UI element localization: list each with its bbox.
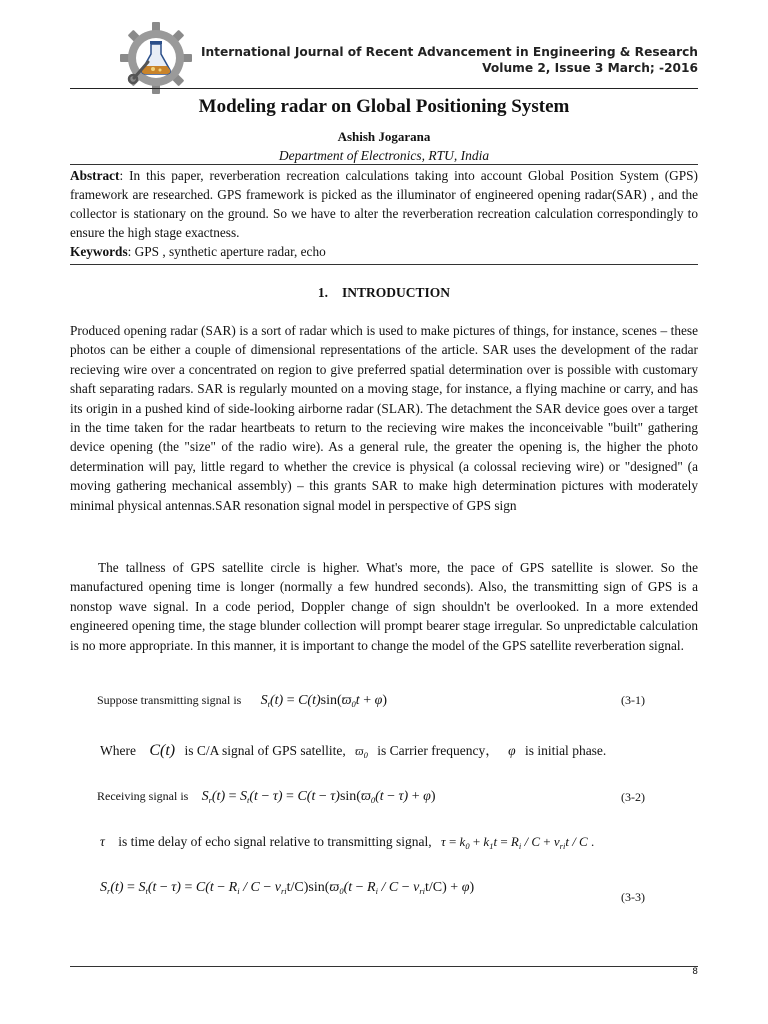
- abstract-label: Abstract: [70, 168, 120, 183]
- equation-3-2-number: (3-2): [621, 790, 645, 804]
- author-name: Ashish Jogarana: [337, 129, 431, 144]
- equation-3-1-number: (3-1): [621, 693, 645, 707]
- keywords: [70, 244, 698, 260]
- journal-name: International Journal of Recent Advancement in Engineering & Research: [200, 45, 698, 59]
- author-affiliation: Department of Electronics, RTU, India: [278, 148, 490, 163]
- equation-3-1-label: Suppose transmitting signal is: [97, 693, 242, 707]
- keywords-label: Keywords: [70, 244, 128, 259]
- where-phi-text: is initial phase.: [524, 743, 607, 758]
- page-number: 8: [692, 967, 698, 977]
- equation-3-3-formula: $S_r(t) = S_t(t - \tau) = C(t - R_i / C - v_{ri}t/C)\sin(ϖ_0(t - R_i / C - v_{ri}t/C) + \varphi)$: [100, 880, 475, 896]
- where-c-text: is C/A signal of GPS satellite,: [184, 743, 346, 758]
- equation-3-1-formula: $S_t(t) = C(t)\sin(ϖ_0t + \varphi)$: [260, 693, 388, 709]
- equation-3-3: [100, 879, 474, 896]
- equation-3-2-label: Receiving signal is: [97, 789, 189, 803]
- where-word: Where: [100, 743, 136, 758]
- equation-where-line: [100, 739, 606, 760]
- intro-paragraph-2: The tallness of GPS satellite circle is higher. What's more, the pace of GPS satellite is slower. So the manufactured opening time is longer (normally a few hundred seconds). Also, the transmitting sign of GPS is a nonstop wave signal. In a code period, Doppler change of sign shouldn't be overlooked. In a more extended engineered opening time, the stage blunder collection will prompt bearer stage irregular. So unpredictable calculation is no more appropriate. In this manner, it is important to change the model of the GPS satellite reverberation signal.: [70, 560, 698, 653]
- journal-logo: [116, 20, 198, 96]
- abstract-top-rule: [70, 164, 698, 165]
- where-phi-symbol: φ: [508, 743, 516, 758]
- equation-tau-line: [100, 834, 594, 851]
- equation-3-3-number: (3-3): [621, 890, 645, 904]
- where-omega-text: is Carrier frequency，: [377, 743, 499, 758]
- journal-header: [201, 44, 698, 76]
- paper-title: Modeling radar on Global Positioning System: [198, 96, 570, 117]
- section-title: INTRODUCTION: [342, 285, 451, 300]
- equation-3-2-formula: $S_r(t) = S_t(t - \tau) = C(t - \tau)\sin(ϖ_0(t - \tau) + \varphi)$: [201, 789, 436, 805]
- abstract: [70, 166, 698, 242]
- tau-formula: $\tau = k_0 + k_1t = R_i / C + v_{ri}t / C$ .: [441, 834, 595, 851]
- where-c-symbol: C(t): [149, 742, 176, 759]
- equation-3-2: [97, 788, 436, 805]
- abstract-bottom-rule: [70, 264, 698, 265]
- journal-issue: Volume 2, Issue 3 March; -2016: [482, 61, 698, 75]
- footer-divider: [70, 966, 698, 967]
- keywords-text: : GPS , synthetic aperture radar, echo: [127, 244, 326, 259]
- header-divider: [70, 88, 698, 89]
- abstract-text: : In this paper, reverberation recreation calculations taking into account Global Position System (GPS) framework are researched. GPS framework is picked as the illuminator of engineered opening radar(SAR) , and the collector is stationary on the ground. So we have to alter the reverberation recreation calculation correspondingly to ensure the high stage exactness.: [70, 168, 698, 240]
- equation-3-1: [97, 692, 387, 709]
- section-number: 1.: [317, 285, 329, 300]
- section-heading: [0, 285, 768, 301]
- tau-text: is time delay of echo signal relative to transmitting signal,: [118, 834, 432, 849]
- intro-paragraph-1: Produced opening radar (SAR) is a sort of radar which is used to make pictures of things, for instance, scenes – these photos can be either a couple of dimensional representations of the article. SAR uses the development of the radar recieving wire over a concentrated on region to give preferred spatial determination over is possible with customary shaft separating radars. SAR is regularly mounted on a moving stage, for instance, a flying machine or carry, and has its origin in a pushed kind of side-looking airborne radar (SLAR). The detachment the SAR device goes over a target in the time taken for the radar heartbeats to return to the recieving wire makes the inconceivable "built" gathering device opening (the "size" of the radio wire). As a general rule, the greater the opening is, the higher the photo determination will pay, little regard to whether the crevice is physical (a colossal recieving wire) or "designed" (a moving gathering mechanical assembly) – this grants SAR to make high determination pictures with moderately minimal physical antennas.SAR resonation signal model in perspective of GPS sign: [70, 323, 698, 513]
- tau-symbol: τ: [100, 834, 105, 849]
- where-omega-symbol: $ϖ_0$: [355, 744, 368, 760]
